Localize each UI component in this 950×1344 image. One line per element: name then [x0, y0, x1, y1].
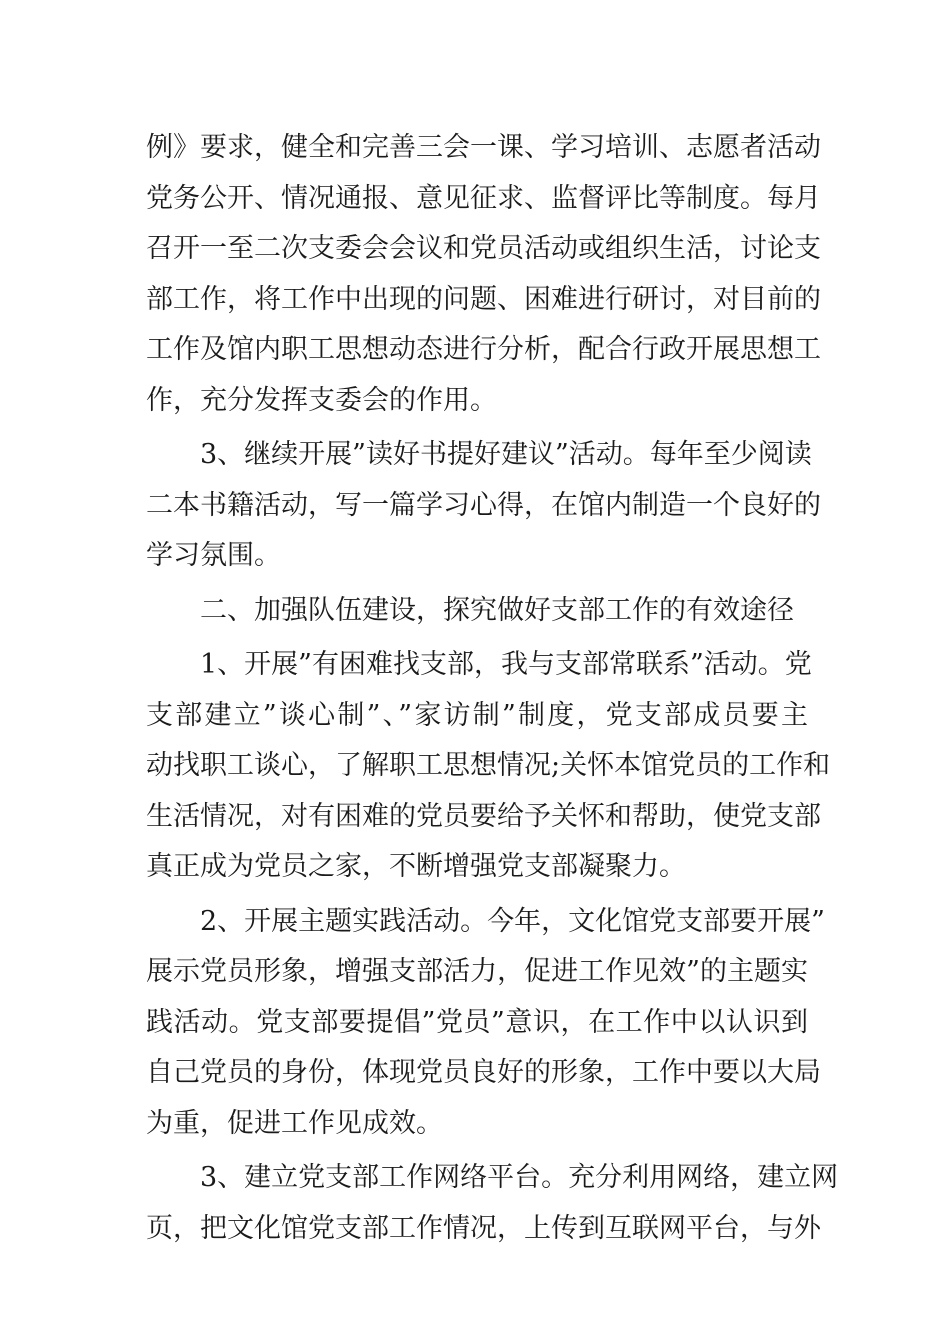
text-line: 党务公开、情况通报、意见征求、监督评比等制度。每月 [146, 182, 821, 214]
text-line: 3、继续开展”读好书提好建议”活动。每年至少阅读 [200, 439, 812, 470]
text-line: 真正成为党员之家，不断增强党支部凝聚力。 [146, 851, 686, 882]
text-line: 支部建立”谈心制”、”家访制”制度，党支部成员要主 [146, 699, 808, 731]
text-line: 作，充分发挥支委会的作用。 [146, 384, 497, 416]
text-line: 践活动。党支部要提倡”党员”意识，在工作中以认识到 [146, 1006, 808, 1038]
text-line: 部工作，将工作中出现的问题、困难进行研讨，对目前的 [146, 283, 821, 315]
paragraph-5 [146, 897, 825, 1150]
document-body [146, 123, 839, 1254]
heading-text: 二、加强队伍建设，探究做好支部工作的有效途径 [200, 594, 794, 626]
text-line: 2、开展主题实践活动。今年，文化馆党支部要开展” [200, 905, 825, 937]
text-line: 为重，促进工作见成效。 [146, 1107, 443, 1139]
text-line: 召开一至二次支委会会议和党员活动或组织生活，讨论支 [146, 233, 821, 264]
text-line: 页，把文化馆党支部工作情况，上传到互联网平台，与外 [146, 1212, 821, 1244]
text-line: 自己党员的身份，体现党员良好的形象，工作中要以大局 [146, 1057, 821, 1088]
section-heading [146, 586, 808, 637]
paragraph-4 [146, 640, 831, 893]
text-line: 1、开展”有困难找支部，我与支部常联系”活动。党 [200, 649, 812, 680]
text-line: 生活情况，对有困难的党员要给予关怀和帮助，使党支部 [146, 800, 821, 832]
text-line: 展示党员形象，增强支部活力，促进工作见效”的主题实 [146, 956, 808, 987]
text-line: 例》要求，健全和完善三会一课、学习培训、志愿者活动 [146, 132, 821, 163]
text-line: 工作及馆内职工思想动态进行分析，配合行政开展思想工 [146, 334, 821, 365]
paragraph-2 [146, 430, 821, 582]
text-line: 二本书籍活动，写一篇学习心得，在馆内制造一个良好的 [146, 489, 821, 521]
paragraph-1 [146, 123, 821, 426]
text-line: 动找职工谈心，了解职工思想情况;关怀本馆党员的工作和 [146, 750, 831, 781]
text-line: 学习氛围。 [146, 540, 281, 571]
paragraph-6 [146, 1153, 839, 1254]
text-line: 3、建立党支部工作网络平台。充分利用网络，建立网 [200, 1162, 839, 1193]
